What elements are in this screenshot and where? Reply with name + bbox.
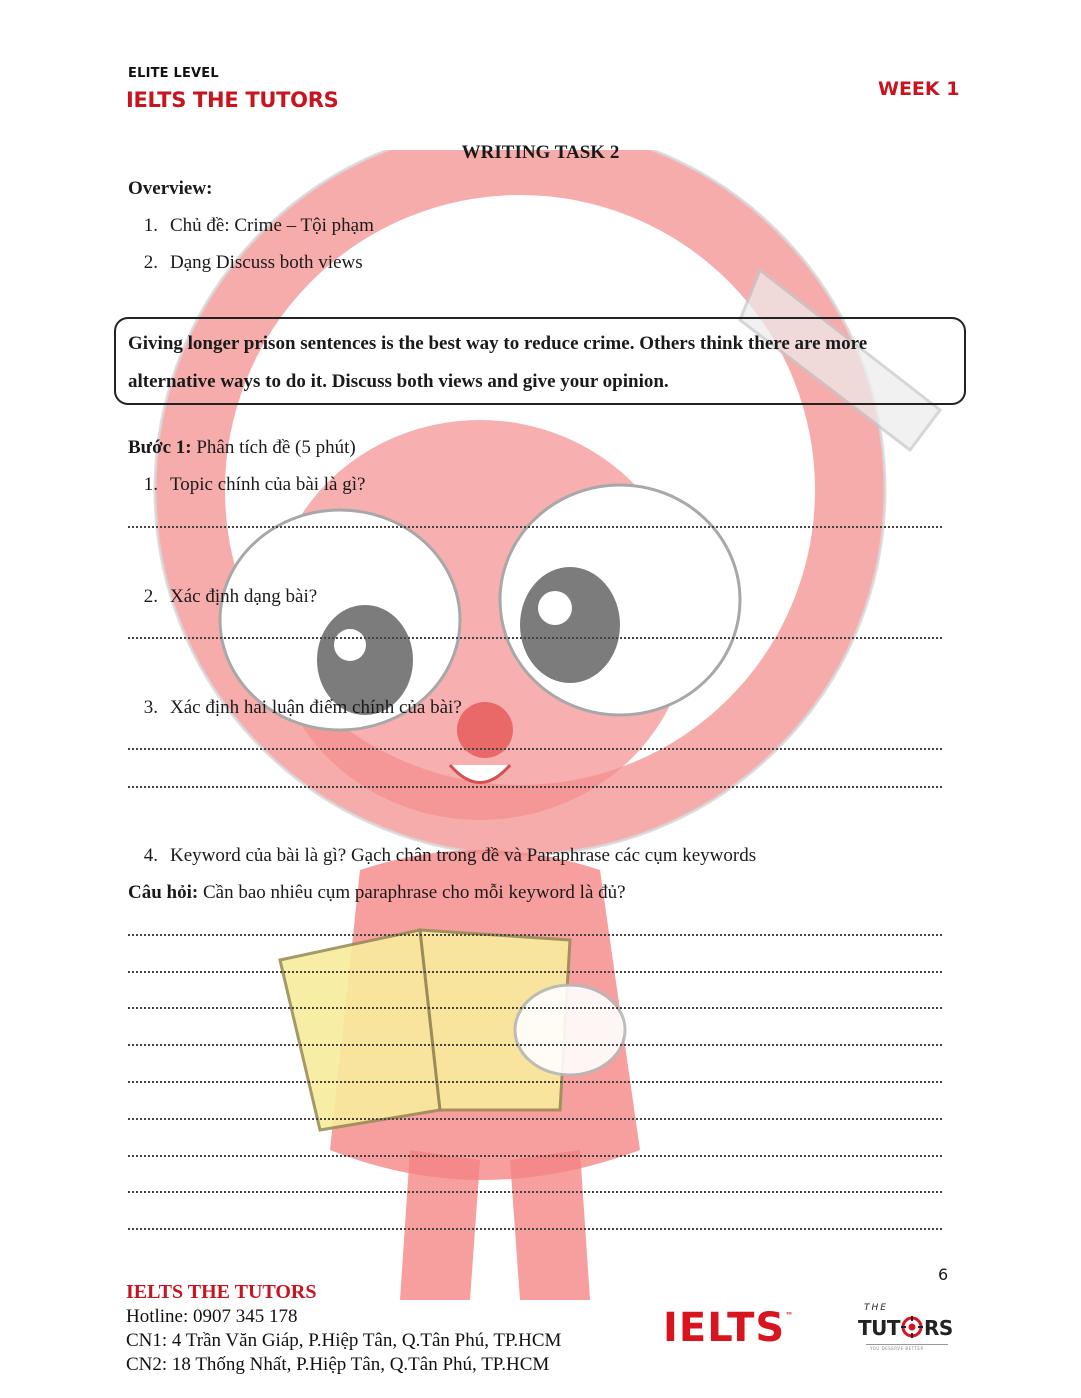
question-number: 1. — [143, 474, 158, 495]
answer-line[interactable] — [128, 934, 942, 936]
answer-line[interactable] — [128, 1155, 942, 1157]
page-number: 6 — [938, 1265, 949, 1284]
answer-line[interactable] — [128, 1228, 942, 1230]
question-number: 3. — [143, 697, 158, 718]
the-tutors-logo — [856, 1303, 956, 1361]
answer-line[interactable] — [128, 1191, 942, 1193]
target-icon — [901, 1316, 923, 1338]
answer-line[interactable] — [128, 637, 942, 639]
overview-heading: Overview: — [128, 178, 213, 199]
prompt-line: Giving longer prison sentences is the best way to reduce crime. Others think there are more — [128, 333, 868, 354]
question-item — [128, 474, 365, 496]
question-extra-label: Câu hỏi: — [128, 882, 199, 903]
answer-line[interactable] — [128, 748, 942, 750]
question-item — [128, 697, 462, 719]
level-label: ELITE LEVEL — [128, 66, 219, 81]
week-label: WEEK 1 — [878, 78, 960, 100]
tutors-divider — [866, 1344, 948, 1345]
answer-line[interactable] — [128, 786, 942, 788]
question-extra — [128, 882, 626, 904]
step-heading — [128, 437, 356, 459]
question-item — [128, 586, 317, 608]
item-number: 2. — [143, 252, 158, 273]
question-text: Topic chính của bài là gì? — [170, 474, 366, 495]
prompt-line: alternative ways to do it. Discuss both views and give your opinion. — [128, 371, 669, 392]
question-item — [128, 845, 756, 867]
page-title: WRITING TASK 2 — [461, 142, 620, 163]
brand-title: IELTS THE TUTORS — [126, 88, 339, 112]
tutors-the-text: THE — [864, 1303, 888, 1313]
ielts-tm: ™ — [785, 1311, 795, 1320]
answer-line[interactable] — [128, 1044, 942, 1046]
essay-prompt-box — [114, 317, 966, 405]
question-text: Keyword của bài là gì? Gạch chân trong đề và Paraphrase các cụm keywords — [170, 845, 757, 866]
question-text: Xác định dạng bài? — [170, 586, 318, 607]
answer-line[interactable] — [128, 1007, 942, 1009]
tutors-left-text: TUT — [858, 1316, 901, 1340]
answer-line[interactable] — [128, 1081, 942, 1083]
tutors-tagline: YOU DESERVE BETTER — [870, 1346, 924, 1351]
footer-brand: IELTS THE TUTORS — [126, 1281, 317, 1303]
item-text: Dạng Discuss both views — [170, 252, 363, 273]
answer-line[interactable] — [128, 526, 942, 528]
question-text: Xác định hai luận điểm chính của bài? — [170, 697, 462, 718]
ielts-logo-text: IELTS — [663, 1305, 786, 1351]
footer-address-1: CN1: 4 Trần Văn Giáp, P.Hiệp Tân, Q.Tân Phú, TP.HCM — [126, 1330, 562, 1351]
overview-item — [128, 252, 363, 274]
question-number: 4. — [143, 845, 158, 866]
footer-address-2: CN2: 18 Thống Nhất, P.Hiệp Tân, Q.Tân Phú, TP.HCM — [126, 1354, 550, 1375]
answer-line[interactable] — [128, 1118, 942, 1120]
tutors-right-text: RS — [924, 1316, 953, 1340]
answer-line[interactable] — [128, 971, 942, 973]
footer-hotline: Hotline: 0907 345 178 — [126, 1306, 298, 1327]
step-label: Bước 1: — [128, 437, 192, 458]
question-number: 2. — [143, 586, 158, 607]
step-text: Phân tích đề (5 phút) — [196, 437, 356, 458]
overview-item — [128, 215, 374, 237]
item-number: 1. — [143, 215, 158, 236]
ielts-logo — [663, 1305, 794, 1351]
question-extra-text: Cần bao nhiêu cụm paraphrase cho mỗi keyword là đủ? — [202, 882, 626, 903]
item-text: Chủ đề: Crime – Tội phạm — [170, 215, 374, 236]
